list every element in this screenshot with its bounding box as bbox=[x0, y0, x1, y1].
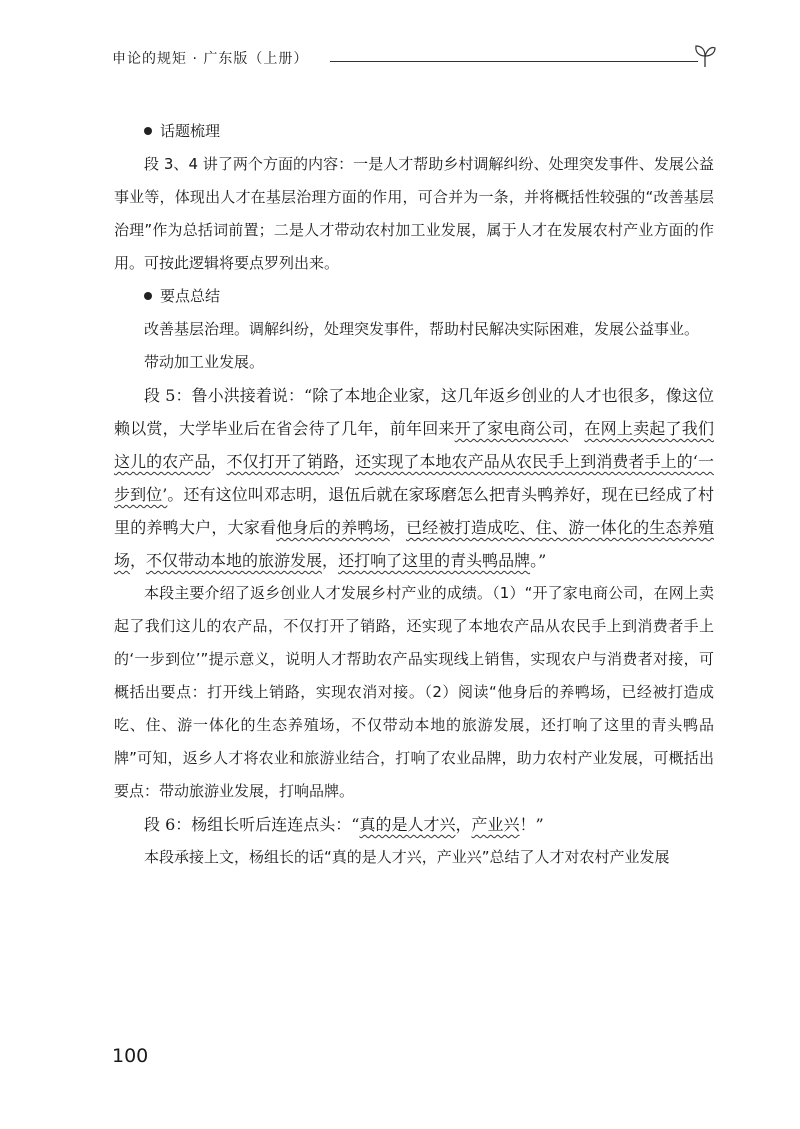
analysis-paragraph-6: 本段承接上文，杨组长的话“真的是人才兴，产业兴”总结了人才对农村产业发展 bbox=[144, 848, 670, 866]
summary-point-1: 改善基层治理。调解纠纷，处理突发事件，帮助村民解决实际困难，发展公益事业。 bbox=[144, 320, 700, 338]
summary-point-2: 带动加工业发展。 bbox=[144, 353, 265, 371]
underlined-phrase: 真的是人才兴 bbox=[359, 815, 456, 834]
summary-heading: 要点总结 bbox=[160, 287, 221, 305]
quote-text: ， bbox=[322, 551, 339, 570]
underlined-phrase: 不仅打开了销路 bbox=[226, 452, 340, 471]
page-body bbox=[114, 115, 714, 874]
quote-text: 段 6：杨组长听后连连点头：“ bbox=[144, 815, 360, 834]
quote-text: ！” bbox=[519, 815, 544, 834]
analysis-paragraph-5: 本段主要介绍了返乡创业人才发展乡村产业的成绩。（1）“开了家电商公司，在网上卖起了我们这儿的农产品，不仅打开了销路，还实现了本地农产品从农民手上到消费者手上的‘一步到位’”提示意义，说明人才帮助农产品实现线上销售，实现农户与消费者对接，可概括出要点：打开线上销路，实现农消对接。（2）阅读“他身后的养鸭场，已经被打造成吃、住、游一体化的生态养殖场，不仅带动本地的旅游发展，还打响了这里的青头鸭品牌”可知，返乡人才将农业和旅游业结合，打响了农业品牌，助力农村产业发展，可概括出要点：带动旅游业发展，打响品牌。 bbox=[114, 584, 714, 800]
quote-paragraph-5 bbox=[114, 379, 714, 577]
quote-text: 段 5：鲁小洪接着说：“除了本地企业家，这几年返乡创业的人才也很多，像这位赖以赏，大学毕业后在省会待了几年，前年回来 bbox=[114, 386, 714, 438]
section-heading-summary bbox=[114, 280, 714, 313]
quote-text: 。还有这位叫邓志明，退伍后就在家琢磨怎么把青头鸭养好，现在已经成了村里的养鸭大户，大家看 bbox=[114, 485, 714, 537]
quote-text: ， bbox=[339, 452, 356, 471]
underlined-phrase: 产业兴 bbox=[471, 815, 520, 834]
quote-text: 。” bbox=[530, 551, 547, 570]
underlined-phrase: 还打响了这里的青头鸭品牌 bbox=[338, 551, 531, 570]
sprout-icon bbox=[694, 42, 716, 68]
underlined-phrase: 已经被打造成吃、住、游一体化的生态养殖场 bbox=[114, 518, 714, 570]
quote-text: ， bbox=[389, 518, 406, 537]
topic-paragraph: 段 3、4 讲了两个方面的内容：一是人才帮助乡村调解纠纷、处理突发事件、发展公益事业等，体现出人才在基层治理方面的作用，可合并为一条，并将概括性较强的“改善基层治理”作为总括词前置；二是人才带动农村加工业发展，属于人才在发展农村产业方面的作用。可按此逻辑将要点罗列出来。 bbox=[114, 155, 714, 272]
bullet-icon bbox=[144, 127, 152, 135]
section-heading-topic bbox=[114, 115, 714, 148]
quote-text: ， bbox=[455, 815, 472, 834]
page-number: 100 bbox=[112, 1045, 149, 1067]
quote-text: ， bbox=[210, 452, 227, 471]
quote-text: ， bbox=[130, 551, 147, 570]
quote-paragraph-6 bbox=[114, 808, 714, 841]
underlined-phrase: 不仅带动本地的旅游发展 bbox=[146, 551, 323, 570]
underlined-phrase: 在网上卖起了我们这儿的农产品 bbox=[114, 419, 714, 471]
header-rule bbox=[330, 61, 698, 62]
bullet-icon bbox=[144, 292, 152, 300]
underlined-phrase: 他身后的养鸭场 bbox=[276, 518, 390, 537]
quote-text: ， bbox=[568, 419, 585, 438]
book-title: 申论的规矩 · 广东版（上册） bbox=[112, 51, 309, 67]
topic-heading: 话题梳理 bbox=[160, 122, 221, 140]
running-header bbox=[112, 42, 716, 70]
underlined-phrase: 开了家电商公司 bbox=[454, 419, 569, 438]
underlined-phrase: 还实现了本地农产品从农民手上到消费者手上的‘一步到位’ bbox=[114, 452, 714, 504]
